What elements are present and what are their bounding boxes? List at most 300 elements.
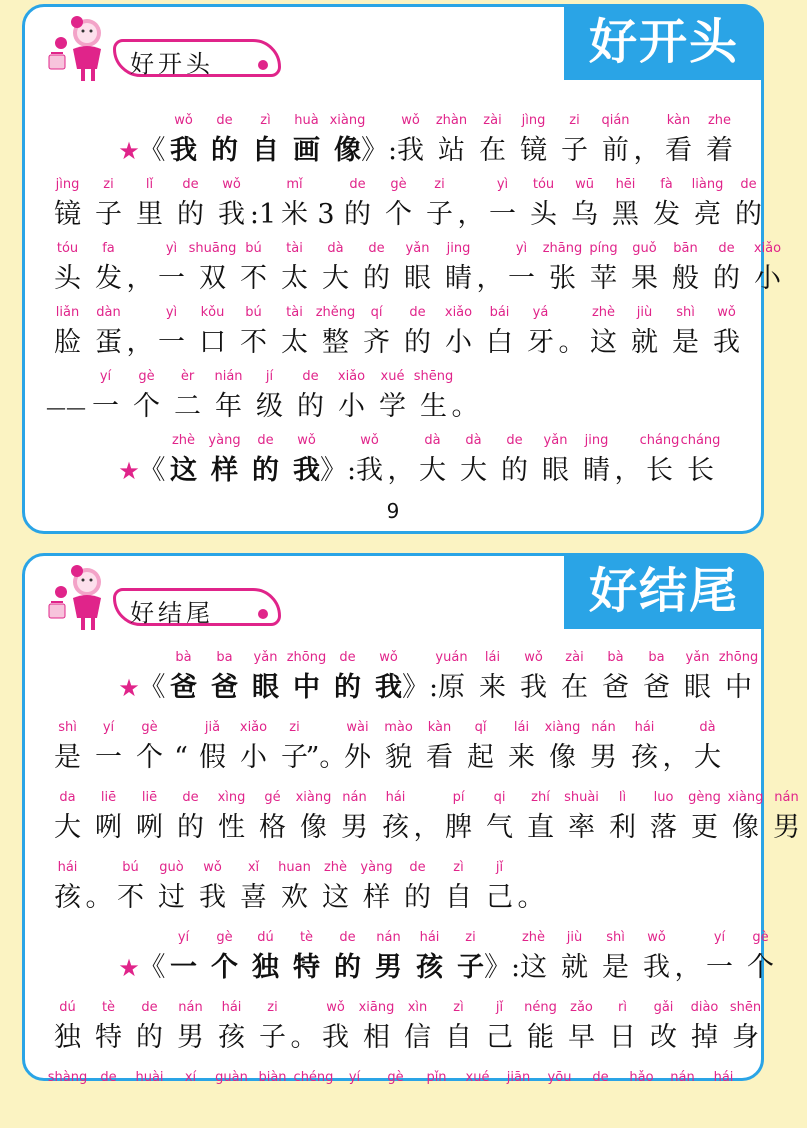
hanzi: 性 [218,812,245,843]
hanzi: ， [662,742,690,773]
char-unit [390,111,431,171]
char-unit [252,998,293,1058]
pinyin: guǒ [632,241,657,256]
text-line [47,788,807,848]
char-unit [431,648,472,708]
char-unit [85,367,126,427]
hanzi: 。 [290,1022,318,1053]
pinyin: diào [690,1000,719,1015]
hanzi: 不 [117,882,144,913]
hanzi: 。 [558,327,586,358]
char-unit [665,239,706,299]
pinyin: dà [465,433,482,448]
char-unit [614,431,642,491]
hanzi: 张 [549,263,576,294]
char-unit [274,175,315,235]
pinyin: mǐ [286,177,303,192]
hanzi: 孩 [631,742,658,773]
pinyin: zhí [531,790,550,805]
char-unit [643,998,684,1058]
hanzi: 格 [259,812,286,843]
pinyin: bái [489,305,510,320]
hanzi: 。 [451,391,479,422]
hanzi: 发 [95,263,122,294]
char-unit [88,788,129,848]
pinyin: de [339,650,356,665]
text-line [47,175,769,235]
char-unit [595,928,636,988]
char-unit [554,928,595,988]
pinyin: yí [348,1070,361,1085]
pinyin: xiāng [358,1000,395,1015]
char-unit [535,431,576,491]
pinyin: liē [141,790,158,805]
hanzi: 样 [363,882,390,913]
pinyin: xiǎo [337,369,366,384]
hanzi: 的 [713,263,740,294]
char-unit [47,303,88,363]
hanzi: 原 [438,672,465,703]
pinyin: wǒ [174,113,193,128]
hanzi: 眼 [252,672,279,703]
pinyin: yì [496,177,509,192]
pinyin: de [182,177,199,192]
char-unit [47,175,88,235]
hanzi: 睛 [445,263,472,294]
hanzi: 头 [530,199,557,230]
pinyin: xǐ [247,860,260,875]
hanzi: 男 [590,742,617,773]
hanzi: 里 [136,199,163,230]
char-unit [457,1068,498,1128]
char-unit [674,928,702,988]
char-unit [498,1068,539,1128]
pinyin: jiān [506,1070,531,1085]
hanzi: 乌 [571,199,598,230]
char-unit [684,998,725,1058]
hanzi: 米 [281,199,308,230]
text-line [117,111,740,171]
char-unit [356,303,397,363]
pinyin: zài [565,650,584,665]
pinyin: wǒ [717,305,736,320]
pinyin: shuài [564,790,599,805]
pinyin: de [718,241,735,256]
pinyin: yí [102,720,115,735]
pinyin: jiǎ [204,720,221,735]
char-unit [576,431,617,491]
hanzi: 掉 [691,1022,718,1053]
text-line [117,648,759,708]
hanzi: 个 [136,742,163,773]
char-unit [687,175,728,235]
pinyin: kàn [427,720,452,735]
hanzi: 》: [360,135,398,166]
pinyin: gè [390,177,407,192]
char-unit [293,788,334,848]
pinyin: hǎo [629,1070,654,1085]
hanzi: 看 [426,742,453,773]
page-number: 9 [386,499,400,523]
hanzi: 小 [754,263,781,294]
hanzi: 小 [240,742,267,773]
pinyin: zi [103,177,114,192]
pinyin: luo [653,790,674,805]
char-unit [170,175,211,235]
char-unit [170,1068,211,1128]
char-unit [583,303,624,363]
hanzi: 级 [256,391,283,422]
char-unit [286,928,327,988]
pinyin: yōu [547,1070,572,1085]
hanzi: 镜 [54,199,81,230]
hanzi: 不 [240,327,267,358]
pinyin: yí [177,930,190,945]
pinyin: bú [122,860,139,875]
hanzi: 二 [174,391,201,422]
char-unit [208,367,249,427]
hanzi: 我 [293,455,320,486]
hanzi: 整 [322,327,349,358]
char-unit [163,111,204,171]
pinyin: mào [384,720,413,735]
hanzi: 直 [527,812,554,843]
char-unit [117,111,141,171]
char-unit [558,303,586,363]
char-unit [327,928,368,988]
char-unit [684,788,725,848]
hanzi: 的 [735,199,762,230]
pinyin: yǎn [405,241,430,256]
char-unit [494,431,535,491]
pinyin: yì [165,305,178,320]
pinyin: nán [342,790,367,805]
pinyin: gè [141,720,158,735]
char-unit [334,788,375,848]
hanzi: 眼 [404,263,431,294]
pinyin: lái [513,720,530,735]
hanzi: 的 [177,812,204,843]
char-unit [747,239,788,299]
char-unit [286,111,327,171]
char-unit [47,858,88,918]
char-unit [245,431,286,491]
pinyin: tài [286,241,303,256]
section-title: 好结尾 [564,553,764,629]
pinyin: lì [618,790,627,805]
pinyin: shēng [413,369,454,384]
char-unit [438,788,479,848]
char-unit [482,175,523,235]
char-unit [138,111,166,171]
char-unit [718,648,759,708]
char-unit [85,858,113,918]
star-icon: ★ [118,674,140,702]
char-unit [211,998,252,1058]
pinyin: biàn [258,1070,287,1085]
section-title: 好开头 [564,4,764,80]
hanzi: 3 [317,199,335,230]
char-unit [706,239,747,299]
pinyin: xué [380,369,405,384]
char-unit [129,788,170,848]
hanzi: 个 [385,199,412,230]
hanzi: 特 [95,1022,122,1053]
char-unit [192,303,233,363]
char-unit [47,239,88,299]
char-unit [211,1068,252,1128]
char-unit [319,431,357,491]
hanzi: 是 [54,742,81,773]
char-unit [368,928,409,988]
char-unit [542,718,583,778]
pinyin: huài [135,1070,164,1085]
hanzi: 双 [199,263,226,294]
pinyin: hái [419,930,440,945]
char-unit [501,718,542,778]
pinyin: yǎn [543,433,568,448]
pinyin: pí [452,790,465,805]
hanzi: 咧 [136,812,163,843]
pinyin: cháng [639,433,680,448]
char-unit [602,998,643,1058]
hanzi: 自 [252,135,279,166]
hanzi: 早 [568,1022,595,1053]
char-unit [413,367,454,427]
hanzi: 中 [725,672,752,703]
char-unit [513,111,554,171]
char-unit [378,175,419,235]
hanzi: 身 [732,1022,759,1053]
hanzi: ， [633,135,661,166]
hanzi: 像 [334,135,361,166]
char-unit [126,303,154,363]
char-unit [451,367,479,427]
pinyin: de [409,860,426,875]
hanzi: 我 [375,672,402,703]
char-unit [766,788,807,848]
hanzi: 喜 [240,882,267,913]
pinyin: rì [618,1000,627,1015]
char-unit [602,788,643,848]
pinyin: nán [178,1000,203,1015]
hanzi: ， [457,199,485,230]
hanzi: 欢 [281,882,308,913]
pinyin: dú [59,1000,76,1015]
char-unit [245,111,286,171]
char-unit [539,1068,580,1128]
pinyin: nián [214,369,243,384]
char-unit [170,788,211,848]
hanzi: 改 [650,1022,677,1053]
char-unit [211,175,252,235]
hanzi: 的 [252,455,279,486]
pinyin: wǒ [326,1000,345,1015]
pinyin: jǐ [495,1000,504,1015]
pinyin: gǎi [653,1000,674,1015]
hanzi: 白 [486,327,513,358]
pinyin: de [100,1070,117,1085]
hanzi: 男 [375,952,402,983]
hanzi: 大 [419,455,446,486]
hanzi: 我 [322,1022,349,1053]
pinyin: de [592,1070,609,1085]
hanzi: 在 [479,135,506,166]
hanzi: 咧 [95,812,122,843]
pinyin: gè [216,930,233,945]
pinyin: da [59,790,76,805]
pinyin: hēi [615,177,636,192]
pinyin: xiǎo [239,720,268,735]
char-unit [639,431,680,491]
char-unit [662,718,690,778]
hanzi: ， [126,263,154,294]
char-unit [438,303,479,363]
char-unit [88,239,129,299]
girl-mascot-icon [41,13,117,85]
char-unit [138,648,166,708]
hanzi: 的 [404,327,431,358]
pinyin: zhe [707,113,732,128]
pinyin: bà [607,650,624,665]
pinyin: èr [180,369,195,384]
hanzi: 自 [445,1022,472,1053]
pinyin: hái [221,1000,242,1015]
char-unit [513,648,554,708]
pinyin: guàn [215,1070,248,1085]
pinyin: de [409,305,426,320]
hanzi: 男 [341,812,368,843]
pinyin: gé [264,790,281,805]
hanzi: 孩 [416,952,443,983]
char-unit [233,858,274,918]
pinyin: chéng [293,1070,334,1085]
hanzi: 的 [363,263,390,294]
pinyin: hái [385,790,406,805]
char-unit [561,998,602,1058]
pinyin: gèng [688,790,721,805]
char-unit [680,431,721,491]
char-unit [412,431,453,491]
hanzi: 过 [158,882,185,913]
pinyin: huan [278,860,311,875]
hanzi: 长 [646,455,673,486]
pinyin: wài [346,720,369,735]
hanzi: 》: [401,672,439,703]
pinyin: zì [260,113,271,128]
pinyin: kàn [666,113,691,128]
char-unit [460,718,501,778]
char-unit [595,111,636,171]
char-unit [520,788,561,848]
hanzi: 来 [479,672,506,703]
pinyin: zi [289,720,300,735]
pinyin: ba [216,650,233,665]
hanzi: 信 [404,1022,431,1053]
hanzi: 小 [338,391,365,422]
char-unit [564,175,605,235]
char-unit [117,928,141,988]
hanzi: 中 [293,672,320,703]
pinyin: tóu [56,241,79,256]
pinyin: wǒ [401,113,420,128]
hanzi: 眼 [542,455,569,486]
char-unit [554,111,595,171]
char-unit [397,998,438,1058]
char-unit [47,1068,88,1128]
char-unit [583,239,624,299]
char-unit [725,788,766,848]
char-unit [409,928,450,988]
char-unit [646,175,687,235]
pinyin: zì [453,1000,464,1015]
pinyin: shì [58,720,77,735]
hanzi: 落 [650,812,677,843]
hanzi: 黑 [612,199,639,230]
pinyin: nán [376,930,401,945]
char-unit [523,175,564,235]
pinyin: yí [713,930,726,945]
char-unit [334,1068,375,1128]
hanzi: 看 [665,135,692,166]
hanzi: 长 [687,455,714,486]
hanzi: 在 [561,672,588,703]
char-unit [457,175,485,235]
hanzi: 》: [483,952,521,983]
pinyin: zhè [171,433,196,448]
pinyin: hái [57,860,78,875]
char-unit [687,718,728,778]
hanzi: 率 [568,812,595,843]
hanzi: 像 [732,812,759,843]
char-unit [204,928,245,988]
pinyin: zhè [323,860,348,875]
hanzi: 镜 [520,135,547,166]
char-unit [315,175,337,235]
char-unit [520,998,561,1058]
char-unit [290,367,331,427]
hanzi: 发 [653,199,680,230]
pinyin: xiàng [329,113,366,128]
char-unit [740,928,781,988]
hanzi: 的 [334,672,361,703]
pinyin: jí [265,369,274,384]
char-unit [624,303,665,363]
hanzi: 我 [218,199,245,230]
pinyin: fà [660,177,673,192]
pinyin: zi [569,113,580,128]
banner-dot [258,609,268,619]
char-unit [472,111,513,171]
char-unit [327,648,368,708]
hanzi: 个 [747,952,774,983]
char-unit [479,858,520,918]
char-unit [252,1068,293,1128]
hanzi: 利 [609,812,636,843]
hanzi: “ [174,742,188,773]
char-unit [517,858,545,918]
char-unit [129,1068,170,1128]
hanzi: 果 [631,263,658,294]
pinyin: zhàn [435,113,468,128]
pinyin: xiàng [727,790,764,805]
hanzi: 学 [379,391,406,422]
char-unit [479,303,520,363]
pinyin: lǐ [145,177,154,192]
text-line [47,303,747,363]
pinyin: dàn [96,305,121,320]
char-unit [356,858,397,918]
